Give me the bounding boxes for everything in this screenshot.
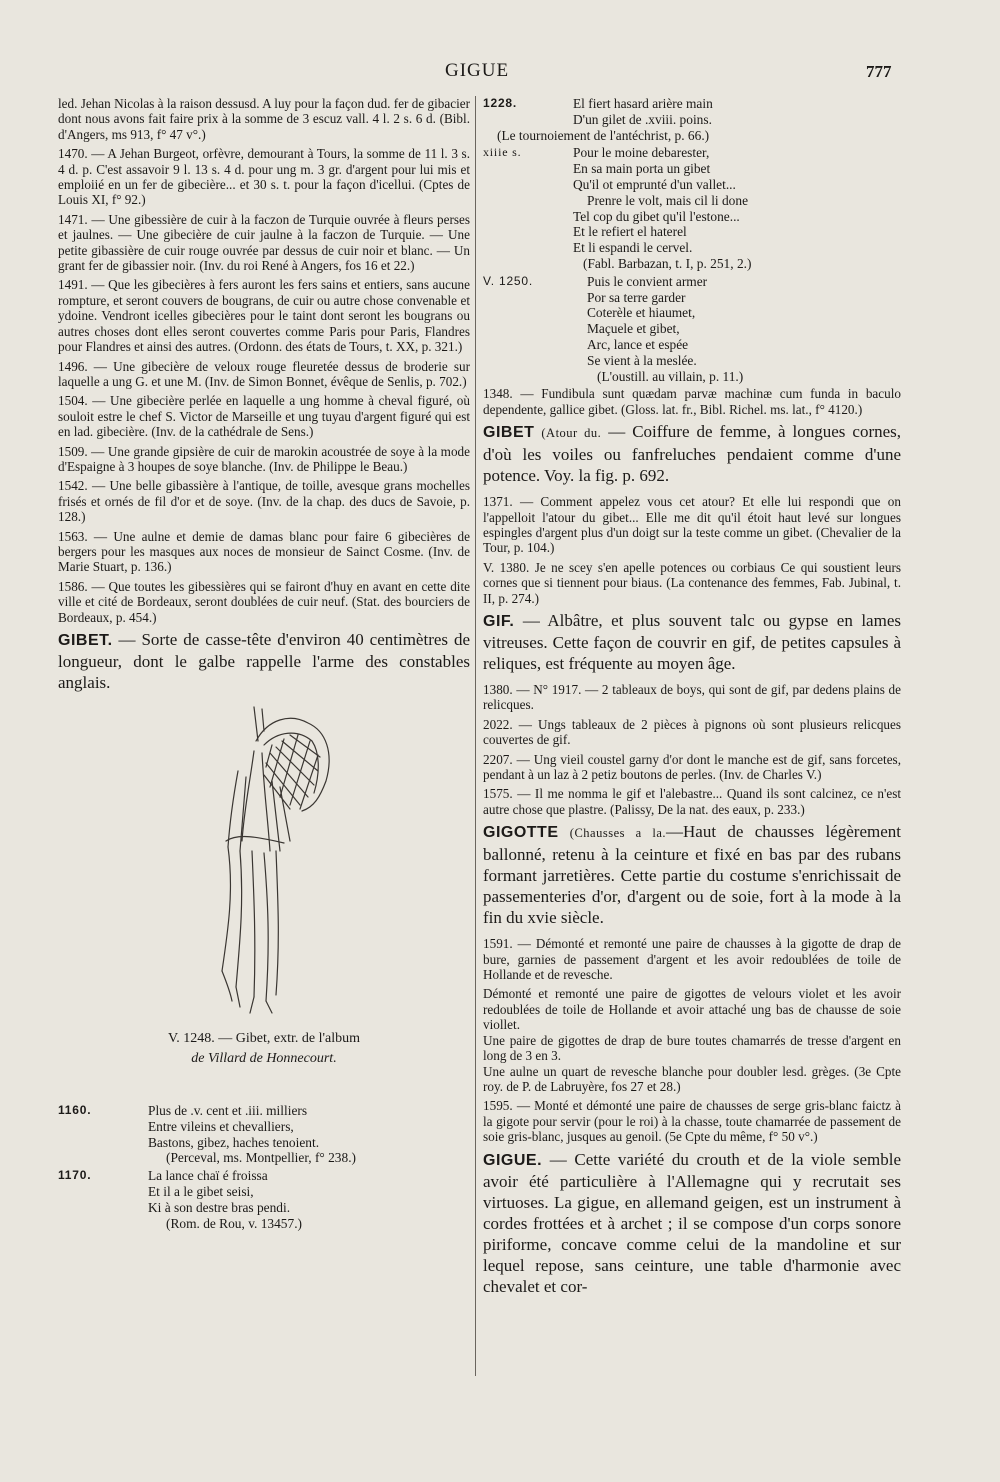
paragraph: 1504. — Une gibecière perlée en laquelle a ung homme à cheval figuré, où souloit estre le chef S. Victor de Marseille et ung tuyau d'argent figuré qui est en lad. gibecière. (Inv. de la cathédrale de Sens.) [58, 393, 470, 440]
quote-block [483, 274, 901, 385]
entry-headword: GIBET. [58, 632, 113, 649]
paragraph: 1380. — N° 1917. — 2 tableaux de boys, qui sont de gif, par dedens plains de relicques. [483, 682, 901, 713]
entry-definition: — Cette variété du crouth et de la viole semble avoir été particulière à l'Allemagne qui y recrutait ses virtuoses. La gigue, en allemand geigen, est un instrument à cordes frottées et à archet ; il se compose d'un corps sonore piriforme, concave comme celui de la mandoline et sur lequel repose, sans ceinture, une table d'harmonie avec chevalet et cor- [483, 1149, 901, 1296]
caption-line: de Villard de Honnecourt. [191, 1051, 337, 1066]
paragraph: 1509. — Une grande gipsière de cuir de marokin acoustrée de soye à la mode d'Espaigne à 3 houpes de soye blanche. (Inv. de Philippe le Beau.) [58, 443, 470, 474]
figure-caption [58, 1029, 470, 1069]
entry-definition: —Haut de chausses légèrement ballonné, retenu à la ceinture et fixé en bas par des rubans formant jarretières. Cette partie du costume s'enrichissait de passementeries d'or, d'argent ou de soie, fort à la mode à la fin du xvie siècle. [483, 822, 902, 928]
quote-block [483, 96, 901, 143]
paragraph: 1563. — Une aulne et demie de damas blanc pour faire 6 gibecières de bergers pour les masques aux noces de monsieur de Sainct Cosme. (Inv. de Marie Stuart, p. 136.) [58, 528, 470, 575]
paragraph: 1575. — Il me nomma le gif et l'alebastre... Quand ils sont calcinez, ce n'est autre chose que plastre. (Palissy, De la nat. des eaux, p. 233.) [483, 786, 901, 817]
verse-source: (L'oustill. au villain, p. 11.) [597, 368, 744, 384]
verse-line: Qu'il ot emprunté d'un vallet... [573, 176, 736, 192]
verse-line: Ki à son destre bras pendi. [148, 1199, 291, 1215]
caption-line: V. 1248. — Gibet, extr. de l'album [167, 1031, 361, 1046]
gibet-illustration [58, 701, 470, 1019]
verse-line: D'un gilet de .xviii. poins. [573, 111, 712, 127]
verse-line: Bastons, gibez, haches tenoient. [148, 1134, 320, 1150]
paragraph: 2022. — Ungs tableaux de 2 pièces à pignons où sont plusieurs relicques couvertes de gif. [483, 716, 901, 748]
entry-headword: GIGOTTE [483, 824, 559, 842]
right-column [483, 96, 901, 1305]
paragraph: 1470. — A Jehan Burgeot, orfèvre, demourant à Tours, la somme de 11 l. 3 s. 4 d. p. C'est assavoir 9 l. 13 s. 4 d. pour ung m. 3 gr. d'argent pour lui mis et emploiié en un fer de gibecière... et 30 s. t. pour la façon d'icellui. (Cptes de Louis XI, f° 92.) [58, 146, 470, 208]
verse-line: Plus de .v. cent et .iii. milliers [148, 1103, 308, 1118]
paragraph: led. Jehan Nicolas à la raison dessusd. A luy pour la façon dud. fer de gibacier dont nous avons fait faire prix à la somme de 3 escuz vall. 4 l. 2 s. 6 d. (Bibl. d'Angers, ms 913, f° 47 v°.) [58, 96, 470, 142]
entry-definition: — Albâtre, et plus souvent talc ou gypse en lames vitreuses. Cette façon de couvrir en gif, de petites capsules à reliques, est fréquente au moyen âge. [483, 611, 901, 673]
verse-source: (Rom. de Rou, v. 13457.) [166, 1215, 303, 1231]
entry-subhead: (Atour du. [541, 426, 602, 441]
verse-line: Puis le convient armer [587, 273, 708, 289]
verse-line: Et le refiert el haterel [573, 224, 687, 240]
paragraph: Une aulne un quart de revesche blanche pour doubler lesd. grèges. (3e Cpte roy. de P. de Labruyère, fos 27 et 28.) [483, 1063, 901, 1094]
verse-line: Pour le moine debarester, [573, 145, 710, 161]
running-title: GIGUE [445, 60, 510, 81]
entry-gibet-atour [483, 421, 901, 486]
quote-date: 1170. [58, 1168, 92, 1183]
verse-line: Tel cop du gibet qu'il l'estone... [573, 208, 740, 224]
verse-line: Arc, lance et espée [587, 336, 689, 352]
entry-gif [483, 610, 901, 674]
verse-line: Entre vileins et chevalliers, [148, 1118, 294, 1134]
paragraph: 1491. — Que les gibecières à fers auront les fers sains et entiers, sans aucune rompture, et seront couvers de bougrans, de cuir ou autre chose convenable et ydoine. Vendront icelles gibecières pour le taint dont seront les bougrans ou autres choses dont elles seront couvertes comme Paris pour Paris, Flandres pour Flandres et ainsi des autres. (Ordonn. des états de Tours, t. XX, p. 321.) [58, 277, 470, 355]
quote-block [58, 1168, 470, 1231]
verse-line: Por sa terre garder [587, 289, 686, 305]
verse-source: (Perceval, ms. Montpellier, f° 238.) [166, 1150, 357, 1166]
verse-source: (Fabl. Barbazan, t. I, p. 251, 2.) [583, 255, 752, 271]
quote-date: V. 1250. [483, 273, 533, 288]
paragraph: 1595. — Monté et démonté une paire de chausses de serge gris-blanc faictz à la gigote pour servir (pour le roi) à la chasse, toute chamarrée de passement de soie gris-blanc, jusques au genoil. (5e Cpte du même, f° 50 v°.) [483, 1098, 901, 1145]
entry-gibet [58, 629, 470, 693]
verse-line: El fiert hasard arière main [573, 96, 713, 111]
verse-line: La lance chaï é froissa [148, 1168, 268, 1184]
verse-line: En sa main porta un gibet [573, 161, 711, 177]
entry-definition: — Sorte de casse-tête d'environ 40 centimètres de longueur, dont le galbe rappelle l'arme des constables anglais. [58, 630, 471, 692]
entry-subhead: (Chausses a la. [569, 826, 667, 841]
page-number: 777 [866, 62, 892, 81]
quote-block [58, 1103, 470, 1166]
verse-line: Coterèle et hiaumet, [587, 305, 696, 321]
verse-source: (Le tournoiement de l'antéchrist, p. 66.) [497, 127, 710, 143]
paragraph: 1371. — Comment appelez vous cet atour? Et elle lui respondi que on l'appelloit l'atour du gibet... Elle me dit qu'il étoit haut levé sur longues espingles d'argent plus d'un doigt sur la teste comme un gibet. (Chevalier de la Tour, p. 104.) [483, 494, 901, 556]
verse-line: Maçuele et gibet, [587, 321, 680, 337]
paragraph: 1496. — Une gibecière de veloux rouge fleuretée dessus de broderie sur laquelle a ung G. et une M. (Inv. de Simon Bonnet, évêque de Senlis, p. 702.) [58, 358, 470, 389]
gibet-drawing-icon [58, 701, 470, 1019]
verse-line: Et li espandi le cervel. [573, 240, 693, 256]
quote-block [483, 145, 901, 271]
paragraph: 1586. — Que toutes les gibessières qui se fairont d'huy en avant en cette dite ville et cité de Bordeaux, seront doublées de cuir neuf. (Stat. des bourciers de Bordeaux, p. 454.) [58, 578, 470, 625]
entry-gigotte [483, 821, 901, 928]
quote-date: 1228. [483, 96, 518, 110]
paragraph: 1348. — Fundibula sunt quædam parvæ machinæ cum funda in baculo dependente, gallice gibet. (Gloss. lat. fr., Bibl. Richel. ms. lat., f° 4120.) [483, 386, 901, 417]
entry-headword: GIBET [483, 424, 535, 442]
verse-line: Se vient à la meslée. [587, 352, 697, 368]
left-column [58, 96, 470, 1233]
entry-definition: — Coiffure de femme, à longues cornes, d'où les voiles ou fanfreluches pendaient comme d'une potence. Voy. la fig. p. 692. [483, 422, 902, 486]
quote-date: xiiie s. [483, 145, 522, 160]
paragraph: 1591. — Démonté et remonté une paire de chausses à la gigotte de drap de bure, garnies de passement d'argent et les avoir redoublées de toile de Hollande et de revesche. [483, 936, 901, 983]
quote-date: 1160. [58, 1103, 92, 1117]
paragraph: 2207. — Ung vieil coustel garny d'or dont le manche est de gif, sans forcetes, pendant à un laz à 2 petiz boutons de perles. (Inv. de Charles V.) [483, 751, 901, 783]
paragraph: Une paire de gigottes de drap de bure toutes chamarrés de tresse d'argent en long de 3 en 3. [483, 1032, 901, 1064]
page-header [0, 58, 1000, 88]
verse-line: Prenre le volt, mais cil li done [587, 192, 749, 208]
entry-headword: GIGUE. [483, 1151, 543, 1169]
paragraph: 1471. — Une gibessière de cuir à la faczon de Turquie ouvrée à fleurs perses et jaulnes. — Une gibecière de cuir jaulne à la faczon de Turquie. — Une petite gibassière de cuir rouge ouvrée par dessus de cuir noir et blanc. — Un grant fer de gibassier noir. (Inv. du roi René à Angers, fos 16 et 22.) [58, 211, 470, 274]
entry-gigue [483, 1149, 901, 1297]
paragraph: 1542. — Une belle gibassière à l'antique, de toille, avesque grans mochelles frisés et ornés de fil d'or et de soye. (Inv. de la chap. des ducs de Savoie, p. 128.) [58, 478, 470, 525]
verse-line: Et il a le gibet seisi, [148, 1183, 254, 1199]
paragraph: V. 1380. Je ne scey s'en apelle potences ou corbiaus Ce qui soustient leurs cornes que si tiennent pour biaus. (La contenance des femmes, Fab. Jubinal, t. II, p. 274.) [483, 559, 901, 606]
paragraph: Démonté et remonté une paire de gigottes de velours violet et les avoir redoublées de toile de Hollande et avoir attaché ung bas de chausse de soie viollet. [483, 986, 901, 1033]
entry-headword: GIF. [483, 613, 515, 630]
